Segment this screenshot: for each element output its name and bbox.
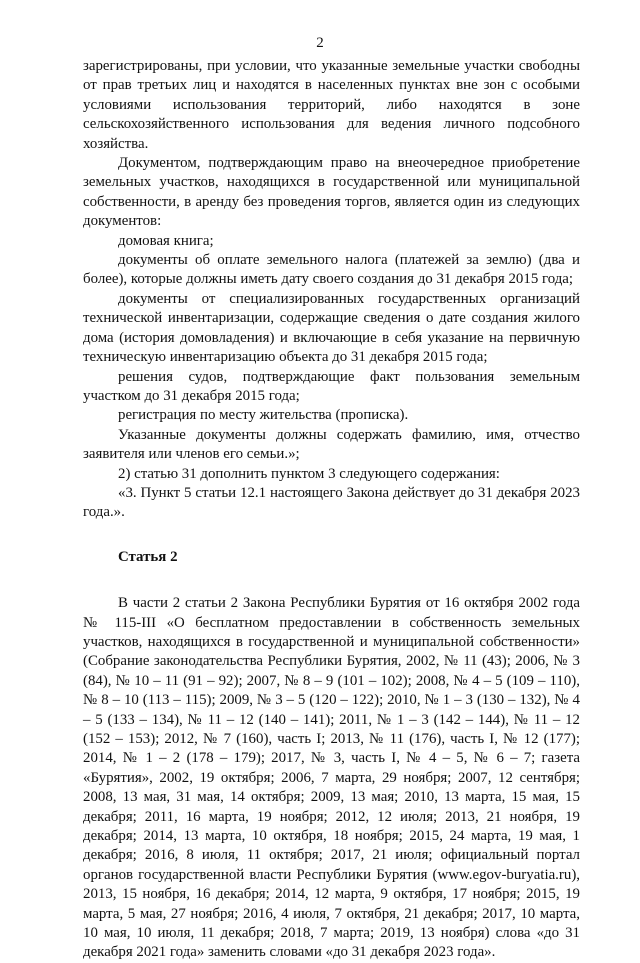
paragraph-article-2-text: В части 2 статьи 2 Закона Республики Бурятия от 16 октября 2002 года № 115-III «О бесплатном предоставлении в собственность земельных участков, находящихся в государственной и муниципальной собственности» (Собрание законодательства Республики Бурятия, 2002, № 11 (43); 2006, № 3 (84), № 10 – 11 (91 – 92); 2007, № 8 – 9 (101 – 102); 2008, № 4 – 5 (109 – 110), № 8 – 10 (113 – 115); 2009, № 3 – 5 (120 – 122); 2010, № 1 – 3 (130 – 132), № 4 – 5 (133 – 134), № 11 – 12 (140 – 141); 2011, № 1 – 3 (142 – 144), № 11 – 12 (152 – 153); 2012, № 7 (160), часть I; 2013, № 11 (176), часть I, № 12 (177); 2014, № 1 – 2 (178 – 179); 2017, № 3, часть I, № 4 – 5, № 6 – 7; газета «Бурятия», 2002, 19 октября; 2006, 7 марта, 29 ноября; 2007, 12 сентября; 2008, 13 мая, 31 мая, 14 октября; 2009, 13 мая; 2010, 13 марта, 15 мая, 15 декабря; 2011, 16 марта, 19 ноября; 2012, 12 июля; 2013, 21 ноября, 19 декабря; 2014, 13 марта, 10 октября, 18 ноября; 2015, 24 марта, 19 мая, 1 декабря; 2016, 8 июля, 11 октября; 2017, 21 июля; официальный портал органов государственной власти Республики Бурятия (www.egov-buryatia.ru), 2013, 15 ноября, 16 декабря; 2014, 12 марта, 9 октября, 17 ноября; 2015, 19 марта, 5 мая, 27 ноября; 2016, 4 июля, 7 октября, 21 декабря; 2017, 10 марта, 10 мая, 10 июля, 11 декабря; 2018, 7 марта; 2019, 13 ноября) слова «до 31 декабря 2021 года» заменить словами «до 31 декабря 2023 года». [83, 595, 580, 961]
paragraph-documents-requirement: Указанные документы должны содержать фамилию, имя, отчество заявителя или членов его семьи.»; [83, 426, 580, 463]
paragraph-documents-intro: Документом, подтверждающим право на внеочередное приобретение земельных участков, находящихся в государственной или муниципальной собственности, в аренду без проведения торгов, является один из следующих документов: [83, 155, 580, 230]
article-heading: Статья 2 [118, 548, 178, 565]
list-item-registration: регистрация по месту жительства (прописка). [118, 407, 409, 424]
paragraph-article-31-amend: 2) статью 31 дополнить пунктом 3 следующего содержания: [118, 465, 500, 482]
list-item-court-decisions: решения судов, подтверждающие факт пользования земельным участком до 31 декабря 2015 года; [83, 368, 580, 404]
page-number: 2 [316, 35, 324, 51]
paragraph-point-3: «3. Пункт 5 статьи 12.1 настоящего Закона действует до 31 декабря 2023 года.». [83, 484, 580, 521]
list-item-technical-inventory: документы от специализированных государственных организаций технической инвентаризации, содержащие сведения о дате создания жилого дома (история домовладения) и включающие в себя указание на первичную техническую инвентаризацию объекта до 31 декабря 2015 года; [83, 290, 580, 366]
list-item-land-tax: документы об оплате земельного налога (платежей за землю) (два и более), которые должны иметь дату своего создания до 31 декабря 2015 года; [83, 252, 580, 288]
list-item-house-book: домовая книга; [118, 232, 214, 249]
document-body [83, 57, 580, 963]
paragraph-continuation: зарегистрированы, при условии, что указанные земельные участки свободны от прав третьих лиц и находятся в населенных пунктах вне зон с особыми условиями использования территорий, либо находятся в зоне сельскохозяйственного использования для ведения личного подсобного хозяйства. [83, 58, 580, 152]
